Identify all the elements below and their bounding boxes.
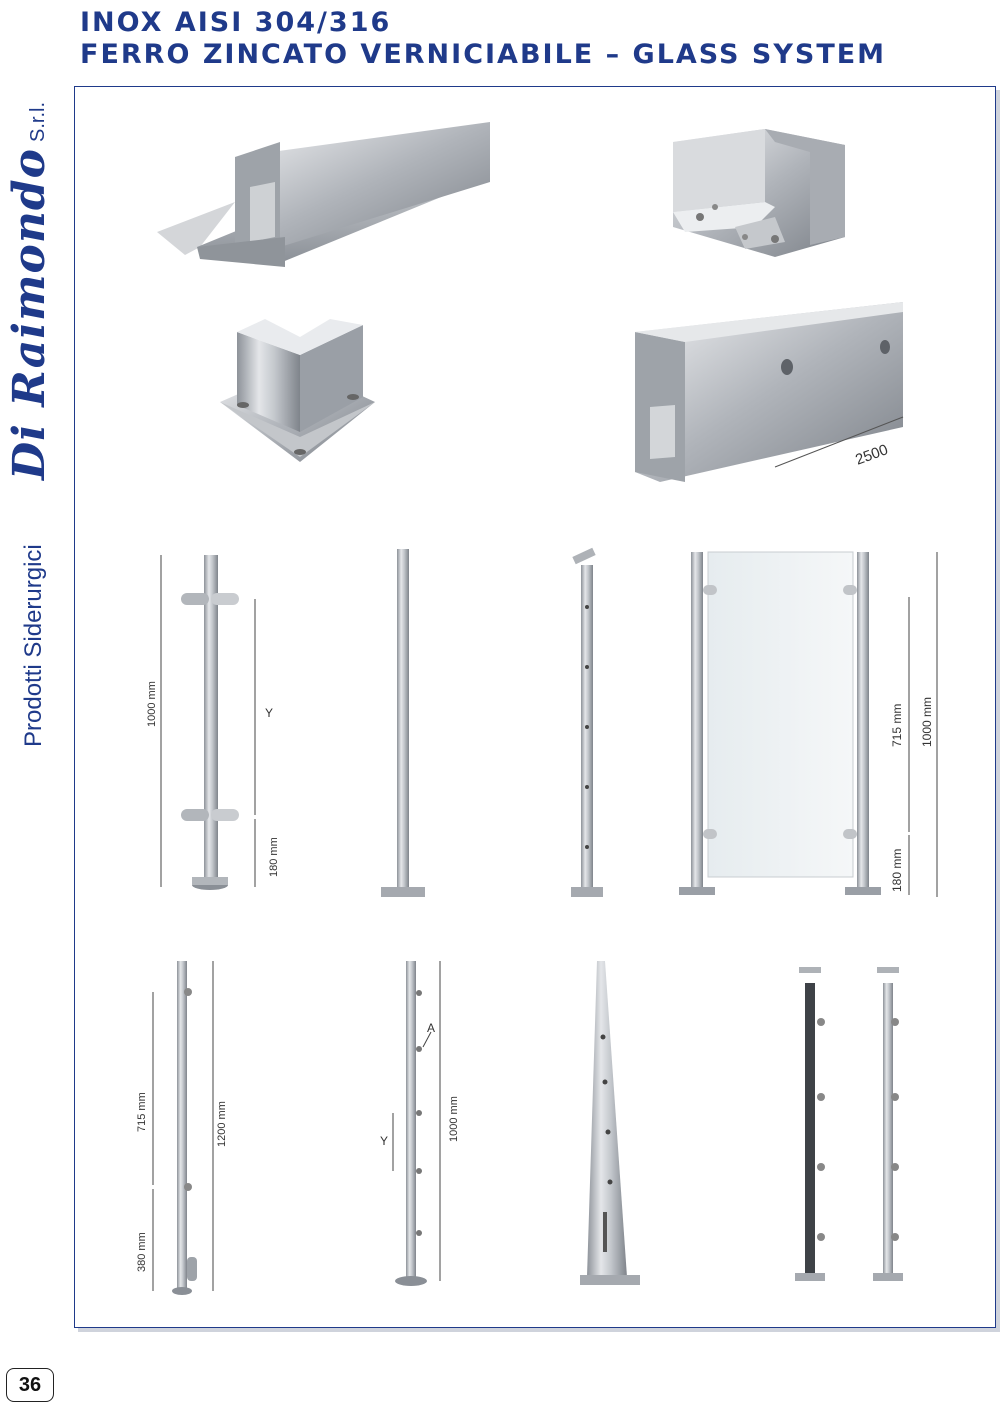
page-title-line1: INOX AISI 304/316 xyxy=(80,7,392,38)
glass-upper-label: 715 mm xyxy=(890,703,904,747)
post6-spacing-label: Y xyxy=(380,1134,389,1148)
post1-base-label: 180 mm xyxy=(268,837,280,877)
round-post-1200-illustration xyxy=(136,961,228,1295)
profile-length-label: 2500 xyxy=(853,441,891,469)
glass-total-label: 1000 mm xyxy=(920,696,934,747)
brand-suffix: S.r.l. xyxy=(27,101,49,142)
round-post-a-illustration xyxy=(380,961,460,1286)
brand-name: Di Raimondo xyxy=(4,148,55,480)
post5-base-label: 380 mm xyxy=(136,1232,148,1272)
tapered-bracket-illustration xyxy=(580,961,640,1285)
u-profile-illustration xyxy=(157,122,490,267)
post1-spacing-label: Y xyxy=(265,706,274,720)
corner-profile-illustration xyxy=(673,129,845,257)
post5-total-label: 1200 mm xyxy=(216,1101,228,1147)
category-text: Prodotti Siderurgici xyxy=(20,544,47,747)
post5-upper-label: 715 mm xyxy=(136,1092,148,1132)
post6-total-label: 1000 mm xyxy=(448,1096,460,1142)
page-title-line2: FERRO ZINCATO VERNICIABILE – GLASS SYSTEM xyxy=(80,39,887,70)
square-profile-illustration xyxy=(635,302,903,482)
perforated-post-illustration xyxy=(571,548,603,897)
page-number: 36 xyxy=(6,1368,54,1402)
glass-panel-illustration xyxy=(679,552,937,897)
glass-base-label: 180 mm xyxy=(890,848,904,892)
product-illustrations xyxy=(75,87,995,1327)
category-label xyxy=(20,525,60,755)
square-post-illustration xyxy=(381,549,425,897)
round-post-y-illustration xyxy=(146,555,280,890)
company-brand xyxy=(4,101,64,490)
post6-marker-label: A xyxy=(427,1021,436,1035)
twin-square-posts-illustration xyxy=(795,967,903,1281)
product-frame xyxy=(74,86,996,1328)
post1-height-label: 1000 mm xyxy=(146,681,158,727)
corner-bracket-illustration xyxy=(220,319,375,462)
